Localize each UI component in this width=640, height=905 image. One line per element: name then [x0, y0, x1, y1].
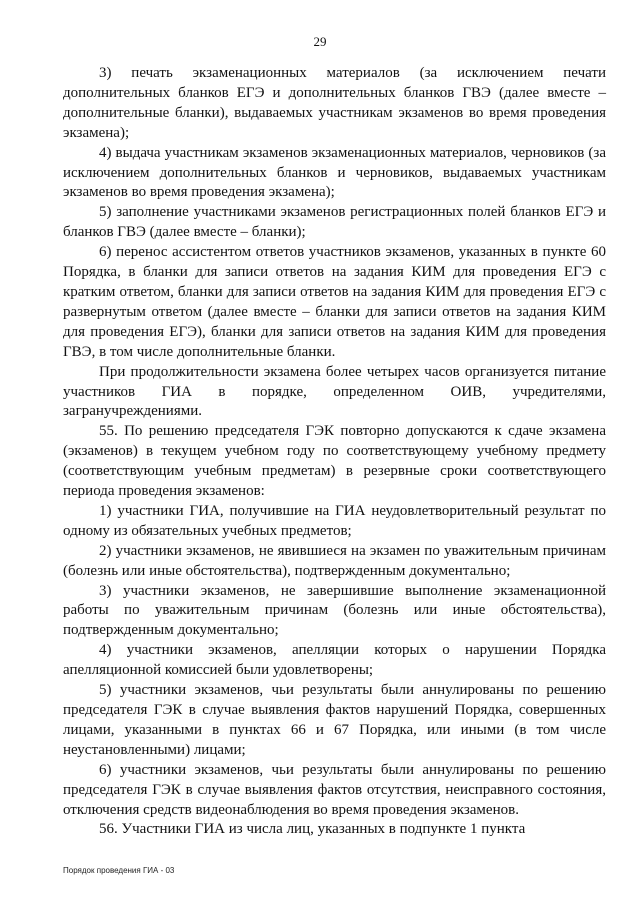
paragraph-item-6-answer-transfer: 6) перенос ассистентом ответов участников экзаменов, указанных в пункте 60 Порядка, в бланки для записи ответов на задания КИМ для проведения ЕГЭ с кратким ответом, бланки для записи ответов на задания КИМ для проведения ЕГЭ с развернутым ответом (далее вместе – бланки для записи ответов на задания КИМ для проведения ЕГЭ), бланки для записи ответов на задания КИМ для проведения ГВЭ, в том числе дополнительные бланки.: [63, 244, 606, 360]
paragraph-item-5-registration-fields: 5) заполнение участниками экзаменов регистрационных полей бланков ЕГЭ и бланков ГВЭ (далее вместе – бланки);: [63, 204, 606, 241]
paragraph-meals: При продолжительности экзамена более четырех часов организуется питание участников ГИА в порядке, определенном ОИВ, учредителями, загранучреждениями.: [63, 363, 606, 420]
paragraph-clause-55-item-5: 5) участники экзаменов, чьи результаты были аннулированы по решению председателя ГЭК в случае выявления фактов нарушений Порядка, совершенных лицами, указанными в пунктах 66 и 67 Порядка, или иными (в том числе неустановленными) лицами;: [63, 682, 606, 758]
paragraph-item-4-issuing-materials: 4) выдача участникам экзаменов экзаменационных материалов, черновиков (за исключением дополнительных бланков и черновиков, выдаваемых участникам экзаменов во время проведения экзамена);: [63, 144, 606, 201]
paragraph-clause-55-item-4: 4) участники экзаменов, апелляции которых о нарушении Порядка апелляционной комиссией были удовлетворены;: [63, 642, 606, 679]
document-body: [63, 64, 606, 840]
page-number: 29: [313, 34, 327, 49]
paragraph-clause-55: 55. По решению председателя ГЭК повторно допускаются к сдаче экзамена (экзаменов) в текущем учебном году по соответствующему учебному предмету (соответствующим учебным предметам) в резервные сроки соответствующего периода проведения экзаменов:: [63, 423, 606, 500]
paragraph-clause-55-item-6: 6) участники экзаменов, чьи результаты были аннулированы по решению председателя ГЭК в случае выявления фактов отсутствия, неисправного состояния, отключения средств видеонаблюдения во время проведения экзаменов.: [63, 761, 606, 818]
paragraph-clause-55-item-2: 2) участники экзаменов, не явившиеся на экзамен по уважительным причинам (болезнь или иные обстоятельства), подтвержденным документально;: [63, 542, 606, 579]
paragraph-clause-56: 56. Участники ГИА из числа лиц, указанных в подпункте 1 пункта: [99, 821, 526, 838]
paragraph-clause-55-item-3: 3) участники экзаменов, не завершившие выполнение экзаменационной работы по уважительным причинам (болезнь или иные обстоятельства), подтвержденным документально;: [63, 582, 606, 639]
page-footer: Порядок проведения ГИА - 03: [63, 866, 175, 875]
paragraph-item-3-printing: 3) печать экзаменационных материалов (за исключением печати дополнительных бланков ЕГЭ и дополнительных бланков ГВЭ (далее вместе – дополнительные бланки), выдаваемых участникам экзаменов во время проведения экзамена);: [63, 65, 606, 141]
paragraph-clause-55-item-1: 1) участники ГИА, получившие на ГИА неудовлетворительный результат по одному из обязательных учебных предметов;: [63, 502, 606, 539]
